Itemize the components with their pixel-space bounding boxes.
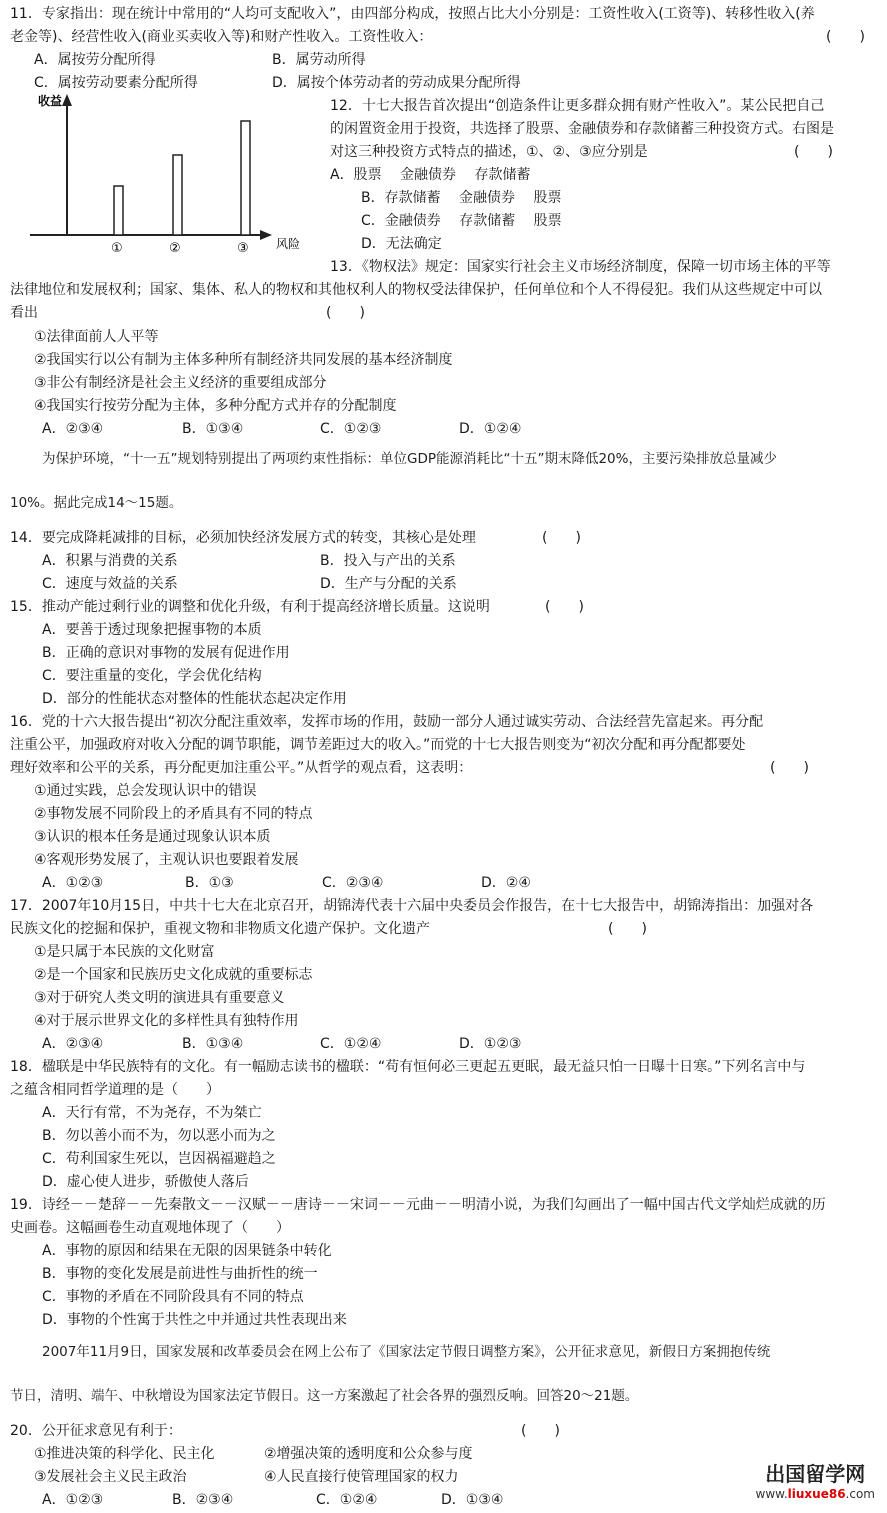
- category-label-3: ③: [237, 241, 249, 256]
- logo-url-prefix: www.: [755, 1487, 788, 1501]
- q17-option-b: B．①③④: [182, 1036, 244, 1052]
- q13-item-3: ③非公有制经济是社会主义经济的重要组成部分: [34, 375, 327, 391]
- q14-answer-paren: ( ): [542, 530, 581, 546]
- q20-answer-paren: ( ): [521, 1423, 560, 1439]
- logo-url-brand: liuxue86: [787, 1487, 846, 1501]
- q19-stem-2: 史画卷。这幅画卷生动直观地体现了（ ）: [10, 1220, 290, 1236]
- q19-option-d: D．事物的个性寓于共性之中并通过共性表现出来: [42, 1312, 347, 1328]
- q16-item-2: ②事物发展不同阶段上的矛盾具有不同的特点: [34, 806, 313, 822]
- q19-stem-1: 19．诗经－－楚辞－－先秦散文－－汉赋－－唐诗－－宋词－－元曲－－明清小说，为我们勾画出了一幅中国古代文学灿烂成就的历: [10, 1197, 826, 1213]
- material-paragraph-2-line-2: 节日，清明、端午、中秋增设为国家法定节假日。这一方案激起了社会各界的强烈反响。回答20～21题。: [10, 1388, 639, 1404]
- q11-stem-2: 老金等)、经营性收入(商业买卖收入等)和财产性收入。工资性收入：: [10, 29, 433, 45]
- q15-option-c: C．要注重量的变化，学会优化结构: [42, 668, 262, 684]
- q16-answer-paren: ( ): [770, 760, 809, 776]
- q16-option-b: B．①③: [185, 875, 234, 891]
- q18-option-c: C．苟利国家生死以，岂因祸福避趋之: [42, 1151, 276, 1167]
- q14-option-c: C．速度与效益的关系: [42, 576, 178, 592]
- material-paragraph-2-line-1: 2007年11月9日，国家发展和改革委员会在网上公布了《国家法定节假日调整方案》，公开征求意见，新假日方案拥抱传统: [42, 1344, 771, 1360]
- q13-stem-1: 13．《物权法》规定：国家实行社会主义市场经济制度，保障一切市场主体的平等: [330, 259, 831, 275]
- q16-option-c: C．②③④: [322, 875, 384, 891]
- x-axis-arrow: [260, 230, 272, 240]
- q18-stem-2: 之蕴含相同哲学道理的是（ ）: [10, 1082, 220, 1098]
- q13-option-d: D．①②④: [459, 421, 522, 437]
- q17-answer-paren: ( ): [608, 921, 647, 937]
- q20-item-4: ④人民直接行使管理国家的权力: [264, 1469, 459, 1485]
- q15-option-a: A．要善于透过现象把握事物的本质: [42, 622, 262, 638]
- q17-stem-2: 民族文化的挖掘和保护，重视文物和非物质文化遗产保护。文化遗产: [10, 921, 430, 937]
- q12-option-b: B．存款储蓄 金融债券 股票: [361, 190, 562, 206]
- q16-stem-2: 注重公平，加强政府对收入分配的调节职能，调节差距过大的收入。”而党的十七大报告则变为“初次分配和再分配都要处: [10, 737, 746, 753]
- q13-option-b: B．①③④: [182, 421, 244, 437]
- q18-stem-1: 18．楹联是中华民族特有的文化。有一幅励志读书的楹联：“苟有恒何必三更起五更眠，最无益只怕一日曝十日寒。”下列名言中与: [10, 1059, 806, 1075]
- q16-item-3: ③认识的根本任务是通过现象认识本质: [34, 829, 271, 845]
- q11-option-d: D．属按个体劳动者的劳动成果分配所得: [272, 75, 521, 91]
- q20-item-3: ③发展社会主义民主政治: [34, 1469, 187, 1485]
- q13-item-1: ①法律面前人人平等: [34, 329, 159, 345]
- q17-item-1: ①是只属于本民族的文化财富: [34, 944, 215, 960]
- logo-title: 出国留学网: [765, 1462, 866, 1486]
- q19-option-b: B．事物的变化发展是前进性与曲折性的统一: [42, 1266, 318, 1282]
- bar-3: [241, 121, 250, 235]
- q12-stem-3: 对这三种投资方式特点的描述，①、②、③应分别是: [330, 144, 648, 160]
- q15-stem: 15．推动产能过剩行业的调整和优化升级，有利于提高经济增长质量。这说明: [10, 599, 490, 615]
- q11-option-c: C．属按劳动要素分配所得: [34, 75, 198, 91]
- q13-item-2: ②我国实行以公有制为主体多种所有制经济共同发展的基本经济制度: [34, 352, 453, 368]
- q14-option-a: A．积累与消费的关系: [42, 553, 178, 569]
- q11-answer-paren: ( ): [826, 29, 865, 45]
- y-axis-arrow: [62, 94, 72, 106]
- q15-answer-paren: ( ): [545, 599, 584, 615]
- category-label-1: ①: [111, 241, 123, 256]
- q12-answer-paren: ( ): [794, 144, 833, 160]
- q14-option-b: B．投入与产出的关系: [320, 553, 456, 569]
- q20-stem: 20．公开征求意见有利于：: [10, 1423, 182, 1439]
- q20-option-c: C．①②④: [316, 1492, 378, 1508]
- q17-option-a: A．②③④: [42, 1036, 104, 1052]
- q19-option-a: A．事物的原因和结果在无限的因果链条中转化: [42, 1243, 332, 1259]
- q14-option-d: D．生产与分配的关系: [320, 576, 457, 592]
- q13-option-c: C．①②③: [320, 421, 382, 437]
- q11-option-b: B．属劳动所得: [272, 52, 366, 68]
- q11-option-a: A．属按劳分配所得: [34, 52, 156, 68]
- q17-item-2: ②是一个国家和民族历史文化成就的重要标志: [34, 967, 313, 983]
- q15-option-d: D．部分的性能状态对整体的性能状态起决定作用: [42, 691, 347, 707]
- q11-stem-1: 11．专家指出：现在统计中常用的“人均可支配收入”，由四部分构成，按照占比大小分别是：工资性收入(工资等)、转移性收入(养: [10, 6, 815, 22]
- material-paragraph-1-line-1: 为保护环境，“十一五”规划特别提出了两项约束性指标：单位GDP能源消耗比“十五”期末降低20%，主要污染排放总量减少: [42, 451, 777, 467]
- category-label-2: ②: [169, 241, 181, 256]
- q16-stem-1: 16．党的十六大报告提出“初次分配注重效率，发挥市场的作用，鼓励一部分人通过诚实劳动、合法经营先富起来。再分配: [10, 714, 764, 730]
- q20-option-d: D．①③④: [441, 1492, 504, 1508]
- bar-2: [173, 155, 182, 235]
- q18-option-a: A．天行有常，不为尧存，不为桀亡: [42, 1105, 262, 1121]
- q15-option-b: B．正确的意识对事物的发展有促进作用: [42, 645, 290, 661]
- q16-option-a: A．①②③: [42, 875, 104, 891]
- logo-url: [756, 1487, 876, 1501]
- y-axis-label: 收益: [38, 94, 63, 108]
- q12-stem-1: 12．十七大报告首次提出“创造条件让更多群众拥有财产性收入”。某公民把自己: [330, 98, 825, 114]
- q16-option-d: D．②④: [481, 875, 531, 891]
- q18-option-b: B．勿以善小而不为，勿以恶小而为之: [42, 1128, 276, 1144]
- q20-option-a: A．①②③: [42, 1492, 104, 1508]
- risk-return-chart: [0, 90, 320, 260]
- q17-item-4: ④对于展示世界文化的多样性具有独特作用: [34, 1013, 299, 1029]
- material-paragraph-1-line-2: 10%。据此完成14～15题。: [10, 495, 183, 511]
- q13-option-a: A．②③④: [42, 421, 104, 437]
- q20-item-2: ②增强决策的透明度和公众参与度: [264, 1446, 473, 1462]
- q19-option-c: C．事物的矛盾在不同阶段具有不同的特点: [42, 1289, 304, 1305]
- q12-option-d: D．无法确定: [361, 236, 442, 252]
- q16-item-4: ④客观形势发展了，主观认识也要跟着发展: [34, 852, 299, 868]
- bar-1: [114, 186, 123, 235]
- q17-stem-1: 17．2007年10月15日，中共十七大在北京召开，胡锦涛代表十六届中央委员会作报告，在十七大报告中，胡锦涛指出：加强对各: [10, 898, 814, 914]
- q18-option-d: D．虚心使人进步，骄傲使人落后: [42, 1174, 249, 1190]
- site-logo[interactable]: [756, 1458, 876, 1501]
- q13-answer-paren: ( ): [326, 305, 365, 321]
- q17-option-c: C．①②④: [320, 1036, 382, 1052]
- x-axis-label: 风险: [276, 237, 301, 251]
- q12-option-a: A．股票 金融债券 存款储蓄: [330, 167, 531, 183]
- q14-stem: 14．要完成降耗减排的目标，必须加快经济发展方式的转变，其核心是处理: [10, 530, 476, 546]
- q12-option-c: C．金融债券 存款储蓄 股票: [361, 213, 562, 229]
- q20-option-b: B．②③④: [172, 1492, 234, 1508]
- q16-item-1: ①通过实践，总会发现认识中的错误: [34, 783, 257, 799]
- q12-stem-2: 的闲置资金用于投资，共选择了股票、金融债券和存款储蓄三种投资方式。右图是: [330, 121, 834, 137]
- q20-item-1: ①推进决策的科学化、民主化: [34, 1446, 215, 1462]
- q13-stem-2: 法律地位和发展权利；国家、集体、私人的物权和其他权利人的物权受法律保护，任何单位和个人不得侵犯。我们从这些规定中可以: [10, 282, 822, 298]
- q17-item-3: ③对于研究人类文明的演进具有重要意义: [34, 990, 285, 1006]
- q13-item-4: ④我国实行按劳分配为主体，多种分配方式并存的分配制度: [34, 398, 397, 414]
- q17-option-d: D．①②③: [459, 1036, 522, 1052]
- logo-url-suffix: .com: [845, 1487, 875, 1501]
- q16-stem-3: 理好效率和公平的关系，再分配更加注重公平。”从哲学的观点看，这表明：: [10, 760, 473, 776]
- q13-stem-3: 看出: [10, 305, 38, 321]
